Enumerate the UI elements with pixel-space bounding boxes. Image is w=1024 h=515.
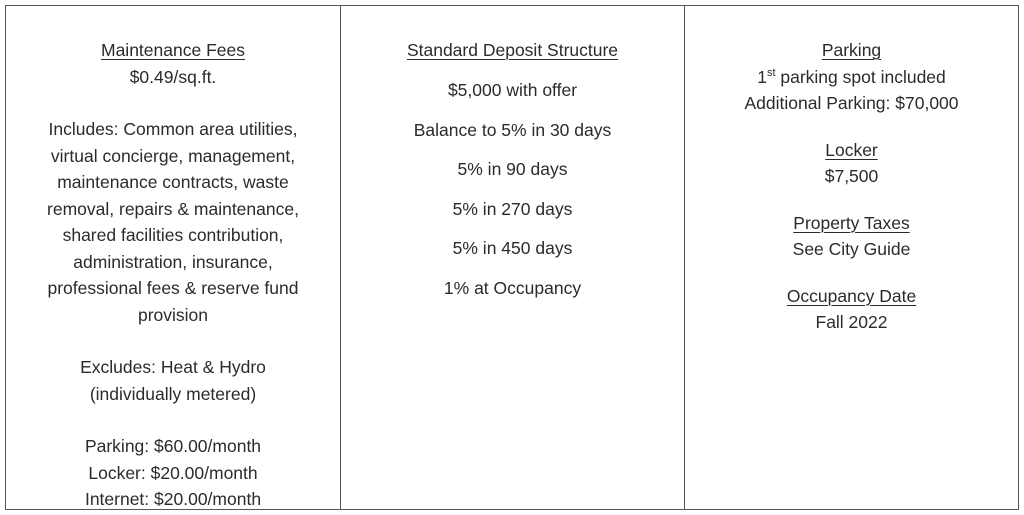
includes-line: professional fees & reserve fund — [47, 278, 299, 298]
occupancy-section — [685, 283, 1018, 336]
extra-fee-line: Internet: $20.00/month — [84, 489, 262, 509]
includes-line: provision — [137, 304, 209, 325]
deposit-structure-heading: Standard Deposit Structure — [406, 40, 619, 60]
extra-fee-line: Parking: $60.00/month — [84, 436, 262, 456]
extra-fee-line: Locker: $20.00/month — [88, 462, 258, 483]
parking-included-line: 1st parking spot included — [757, 66, 946, 87]
locker-heading: Locker — [825, 139, 878, 160]
includes-line: maintenance contracts, waste — [57, 172, 289, 192]
excludes-line: Excludes: Heat & Hydro — [80, 357, 266, 377]
deposit-item: 5% in 90 days — [457, 159, 568, 179]
additional-parking-line: Additional Parking: $70,000 — [744, 93, 959, 113]
locker-price: $7,500 — [824, 166, 879, 186]
includes-line: shared facilities contribution, — [62, 225, 284, 245]
includes-line: Includes: Common area utilities, — [48, 119, 298, 139]
maintenance-fee-rate: $0.49/sq.ft. — [129, 66, 217, 87]
maintenance-includes — [6, 116, 340, 328]
includes-line: virtual concierge, management, — [50, 145, 296, 166]
deposit-item: Balance to 5% in 30 days — [413, 119, 612, 140]
includes-line: removal, repairs & maintenance, — [47, 198, 299, 219]
maintenance-fees-heading: Maintenance Fees — [101, 40, 245, 60]
deposit-item: 5% in 270 days — [452, 198, 573, 219]
maintenance-fees-column — [6, 6, 340, 509]
property-taxes-value: See City Guide — [792, 239, 911, 259]
deposit-structure-column — [340, 6, 684, 509]
occupancy-date-value: Fall 2022 — [815, 312, 888, 332]
occupancy-date-heading: Occupancy Date — [786, 285, 917, 306]
locker-section — [685, 137, 1018, 190]
excludes-line: (individually metered) — [89, 383, 257, 404]
property-taxes-section — [685, 210, 1018, 263]
deposit-item: 5% in 450 days — [452, 238, 573, 258]
extras-column — [684, 6, 1018, 509]
deposit-list — [341, 77, 684, 301]
deposit-item: $5,000 with offer — [447, 80, 578, 100]
property-taxes-heading: Property Taxes — [793, 212, 910, 233]
includes-line: administration, insurance, — [73, 251, 273, 272]
deposit-item: 1% at Occupancy — [443, 277, 582, 298]
maintenance-excludes — [6, 354, 340, 407]
details-table — [5, 5, 1019, 510]
parking-section — [685, 37, 1018, 117]
parking-heading: Parking — [821, 40, 882, 60]
maintenance-extras — [6, 433, 340, 513]
